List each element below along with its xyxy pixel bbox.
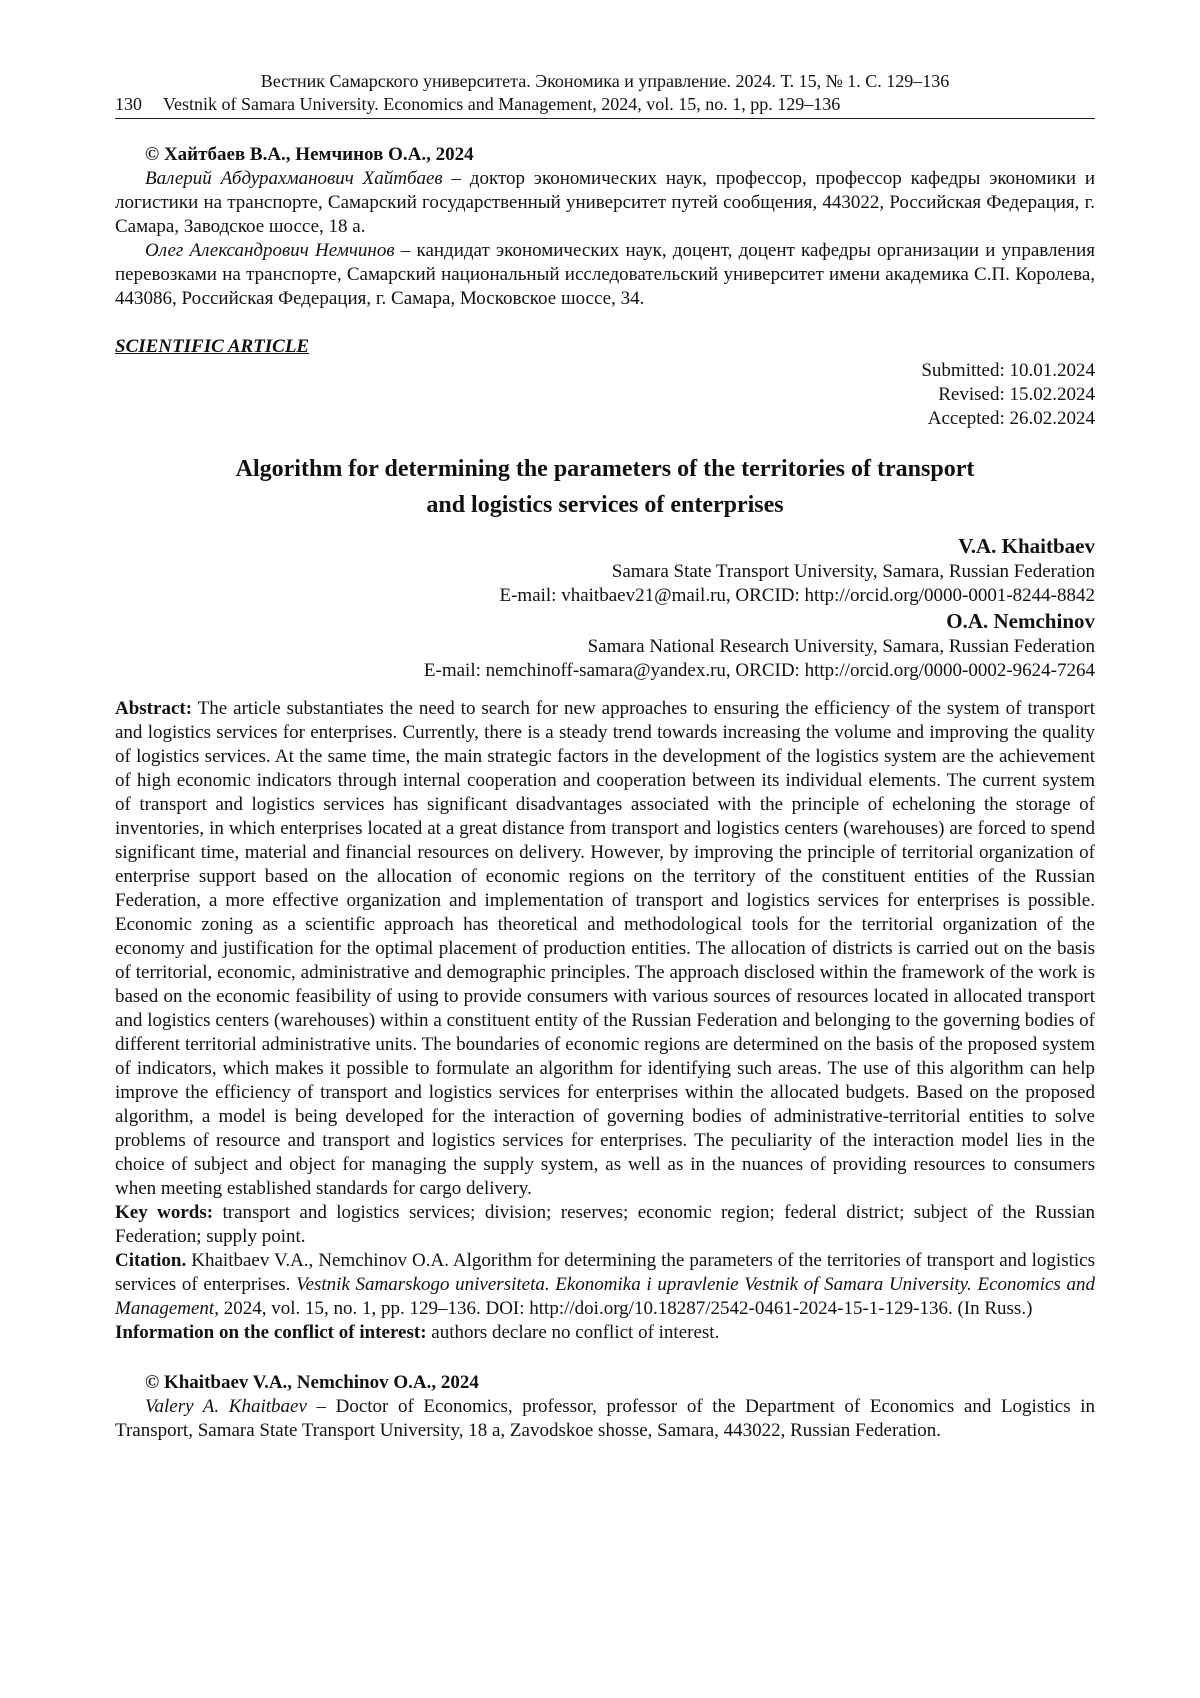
author-name-ru-1: Валерий Абдурахманович Хайтбаев xyxy=(145,168,443,189)
title-line-1: Algorithm for determining the parameters of the territories of transport xyxy=(235,456,975,482)
abstract-paragraph xyxy=(115,697,1095,1201)
author-info-ru-2 xyxy=(115,239,1095,311)
revised-date: Revised: 15.02.2024 xyxy=(938,384,1095,405)
author-info-ru-1 xyxy=(115,167,1095,239)
journal-name-ru: Вестник Самарского университета. Экономика и управление. 2024. Т. 15, № 1. С. 129–136 xyxy=(260,71,950,91)
author-block-2 xyxy=(115,608,1095,683)
page-number: 130 xyxy=(115,94,142,114)
author-block-1 xyxy=(115,533,1095,608)
keywords-text: transport and logistics services; division; reserves; economic region; federal district; subject of the Russian Federation; supply point. xyxy=(115,1202,1096,1247)
copyright-ru: © Хайтбаев В.А., Немчинов О.А., 2024 xyxy=(145,144,474,165)
accepted-date: Accepted: 26.02.2024 xyxy=(927,408,1095,429)
abstract-label: Abstract: xyxy=(115,698,193,719)
journal-name-en: Vestnik of Samara University. Economics and Management, 2024, vol. 15, no. 1, pp. 129–136 xyxy=(163,94,841,114)
abstract xyxy=(115,697,1095,1345)
citation-paragraph xyxy=(115,1249,1095,1321)
article-page xyxy=(115,70,1095,1443)
citation-text-1: Khaitbaev V.A., Nemchinov O.A. Algorithm for determining the parameters of the territories of transport and logistics services of enterprises. xyxy=(115,1250,1095,1295)
keywords-paragraph xyxy=(115,1201,1095,1249)
author-desc-ru-1: – доктор экономических наук, профессор, профессор кафедры экономики и логистики на транспорте, Самарский государственный университет путей сообщения, 443022, Российская Федерация, г. Самара, Заводское шоссе, 18 а. xyxy=(115,168,1095,237)
article-title xyxy=(115,451,1095,523)
author-desc-en-1: – Doctor of Economics, professor, professor of the Department of Economics and Logistics in Transport, Samara State Transport University, 18 a, Zavodskoe shosse, Samara, 443022, Russian Federation. xyxy=(115,1396,1095,1441)
conflict-paragraph xyxy=(115,1321,1095,1345)
header-row xyxy=(115,93,1095,116)
author-affiliation-1: Samara State Transport University, Samara, Russian Federation xyxy=(611,561,1095,582)
author-contact-2: E-mail: nemchinoff-samara@yandex.ru, ORCID: http://orcid.org/0000-0002-9624-7264 xyxy=(423,660,1095,681)
header-divider xyxy=(115,118,1095,119)
title-line-2: and logistics services of enterprises xyxy=(426,492,784,518)
article-dates xyxy=(115,359,1095,431)
abstract-text: The article substantiates the need to search for new approaches to ensuring the efficiency of the system of transport and logistics services for enterprises. Currently, there is a steady trend towards increasing the volume and improving the quality of logistics services. At the same time, the main strategic factors in the development of the logistics system are the achievement of high economic indicators through internal cooperation and cooperation between its individual elements. The current system of transport and logistics services has significant disadvantages associated with the principle of echeloning the storage of inventories, in which enterprises located at a great distance from transport and logistics centers (warehouses) are forced to spend significant time, material and financial resources on delivery. However, by improving the principle of territorial organization of enterprise support based on the allocation of economic regions on the territory of the constituent entities of the Russian Federation, a more effective organization and implementation of transport and logistics services for enterprises is possible. Economic zoning as a scientific approach has theoretical and methodological tools for the territorial organization of the economy and justification for the optimal placement of production entities. The allocation of districts is carried out on the basis of territorial, economic, administrative and demographic principles. The approach disclosed within the framework of the work is based on the economic feasibility of using to provide consumers with various sources of resources located in allocated transport and logistics centers (warehouses) within a constituent entity of the Russian Federation and belonging to the governing bodies of different territorial administrative units. The boundaries of economic regions are determined on the basis of the proposed system of indicators, which makes it possible to formulate an algorithm for identifying such areas. The use of this algorithm can help improve the efficiency of transport and logistics services for enterprises within the allocated budgets. Based on the proposed algorithm, a model is being developed for the interaction of governing bodies of administrative-territorial entities to solve problems of resource and transport and logistics services for enterprises. The peculiarity of the interaction model lies in the choice of subject and object for managing the supply system, as well as in the nuances of providing resources to consumers when meeting established standards for cargo delivery. xyxy=(115,698,1095,1199)
conflict-label: Information on the conflict of interest: xyxy=(115,1322,427,1343)
author-name-1: V.A. Khaitbaev xyxy=(958,534,1095,558)
copyright-en: © Khaitbaev V.A., Nemchinov O.A., 2024 xyxy=(145,1372,479,1393)
author-name-en-1: Valery A. Khaitbaev xyxy=(145,1396,307,1417)
author-desc-ru-2: – кандидат экономических наук, доцент, доцент кафедры организации и управления перевозками на транспорте, Самарский национальный исследовательский университет имени академика С.П. Королева, 443086, Российская Федерация, г. Самара, Московское шоссе, 34. xyxy=(115,240,1095,309)
conflict-text: authors declare no conflict of interest. xyxy=(426,1322,720,1343)
citation-journal: Vestnik Samarskogo universiteta. Ekonomika i upravlenie Vestnik of Samara University. Economics and Management xyxy=(115,1274,1095,1319)
author-contact-1: E-mail: vhaitbaev21@mail.ru, ORCID: http://orcid.org/0000-0001-8244-8842 xyxy=(499,585,1095,606)
submitted-date: Submitted: 10.01.2024 xyxy=(921,360,1095,381)
keywords-label: Key words: xyxy=(115,1202,214,1223)
author-info-en-1 xyxy=(115,1395,1095,1443)
citation-text-2: , 2024, vol. 15, no. 1, pp. 129–136. DOI: http://doi.org/10.18287/2542-0461-2024-15-1-129-136. (In Russ.) xyxy=(214,1298,1033,1319)
citation-label: Citation. xyxy=(115,1250,187,1271)
author-name-2: O.A. Nemchinov xyxy=(946,609,1095,633)
article-type: SCIENTIFIC ARTICLE xyxy=(115,336,310,357)
running-header xyxy=(115,70,1095,116)
author-name-ru-2: Олег Александрович Немчинов xyxy=(145,240,395,261)
author-affiliation-2: Samara National Research University, Samara, Russian Federation xyxy=(587,636,1095,657)
